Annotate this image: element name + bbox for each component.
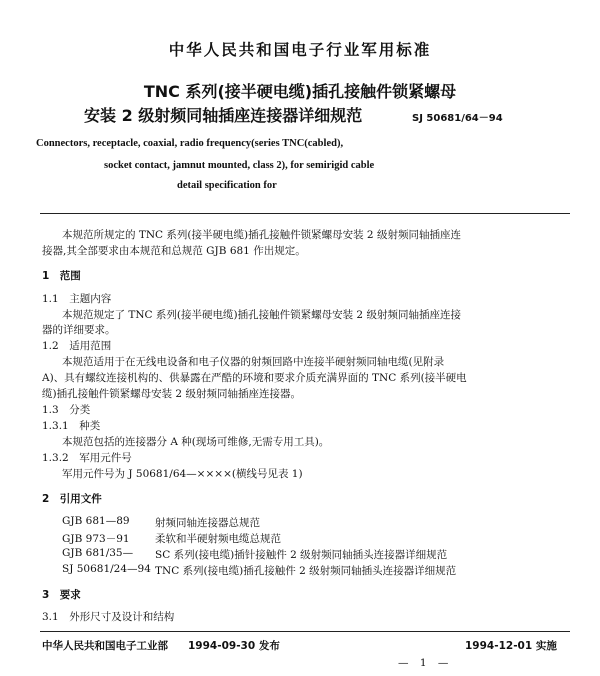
reference-code: GJB 973－91 — [62, 533, 130, 545]
section-1-title: 1 范围 — [42, 270, 81, 282]
section-1-3-1-line1: 本规范包括的连接器分 A 种(现场可维修,无需专用工具)。 — [62, 436, 330, 448]
footer-divider — [40, 631, 570, 632]
page-number: — 1 — — [398, 657, 453, 669]
reference-code: GJB 681—89 — [62, 515, 130, 527]
intro-line1: 本规范所规定的 TNC 系列(接半硬电缆)插孔接触件锁紧螺母安装 2 级射频同轴插座连 — [62, 229, 461, 241]
header-divider — [40, 213, 570, 214]
title-en-line1: Connectors, receptacle, coaxial, radio frequency(series TNC(cabled), — [36, 138, 344, 149]
title-cn-line1: TNC 系列(接半硬电缆)插孔接触件锁紧螺母 — [143, 82, 457, 101]
section-2-title: 2 引用文件 — [42, 493, 102, 505]
section-1-3-2-line1: 军用元件号为 J 50681/64—××××(横线号见表 1) — [62, 468, 303, 480]
footer-effective-date: 1994-12-01 实施 — [465, 640, 557, 652]
section-1-1-line1: 本规范规定了 TNC 系列(接半硬电缆)插孔接触件锁紧螺母安装 2 级射频同轴插座连接 — [62, 309, 461, 321]
reference-title: 柔软和半硬射频电缆总规范 — [155, 533, 281, 545]
reference-code: SJ 50681/24—94 — [62, 563, 151, 575]
section-1-2-line1: 本规范适用于在无线电设备和电子仪器的射频回路中连接半硬射频同轴电缆(见附录 — [62, 356, 445, 368]
footer-issued-date: 1994-09-30 发布 — [188, 640, 280, 652]
standard-number: SJ 50681/64－94 — [412, 113, 503, 124]
footer-issuer: 中华人民共和国电子工业部 — [42, 640, 168, 652]
title-cn-line2: 安装 2 级射频同轴插座连接器详细规范 — [84, 106, 363, 125]
reference-title: TNC 系列(接电缆)插孔接触件 2 级射频同轴插头连接器详细规范 — [155, 565, 457, 577]
intro-line2: 接器,其全部要求由本规范和总规范 GJB 681 作出规定。 — [42, 245, 306, 257]
section-1-3-1-title: 1.3.1 种类 — [42, 420, 101, 432]
section-1-2-line3: 缆)插孔接触件锁紧螺母安装 2 级射频同轴插座连接器。 — [42, 388, 301, 400]
section-3-1-title: 3.1 外形尺寸及设计和结构 — [42, 611, 175, 623]
title-en-line3: detail specification for — [177, 180, 277, 191]
section-1-2-title: 1.2 适用范围 — [42, 340, 112, 352]
ministry-header: 中华人民共和国电子行业军用标准 — [168, 41, 432, 59]
section-1-2-line2: A)、具有螺纹连接机构的、供暴露在严酷的环境和要求介质充满界面的 TNC 系列(接半硬电 — [42, 372, 467, 384]
section-3-title: 3 要求 — [42, 589, 81, 601]
reference-title: 射频同轴连接器总规范 — [155, 517, 260, 529]
reference-title: SC 系列(接电缆)插针接触件 2 级射频同轴插头连接器详细规范 — [155, 549, 448, 561]
section-1-3-title: 1.3 分类 — [42, 404, 91, 416]
section-1-1-line2: 器的详细要求。 — [42, 324, 116, 336]
section-1-1-title: 1.1 主题内容 — [42, 293, 112, 305]
title-en-line2: socket contact, jamnut mounted, class 2), for semirigid cable — [104, 160, 375, 171]
reference-code: GJB 681/35— — [62, 547, 134, 559]
section-1-3-2-title: 1.3.2 军用元件号 — [42, 452, 132, 464]
